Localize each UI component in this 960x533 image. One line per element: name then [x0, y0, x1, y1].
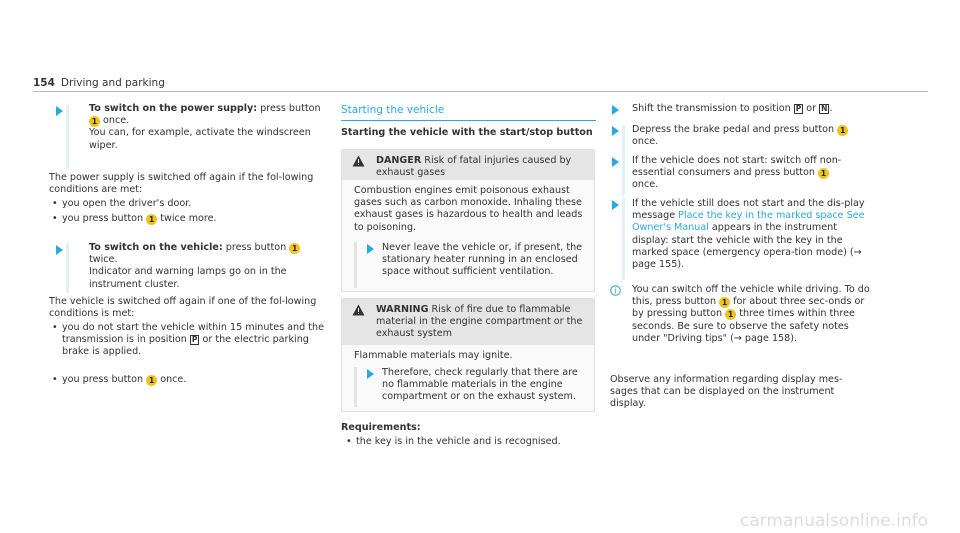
warning-header — [342, 299, 594, 345]
para-conditions-2: The vehicle is switched off again if one of the fol-lowing conditions is met: — [49, 296, 317, 320]
step-title: To switch on the vehicle: — [89, 242, 223, 253]
warning-body: Flammable materials may ignite. — [354, 350, 513, 361]
step-arrow-icon — [612, 126, 619, 136]
step-brake — [632, 124, 892, 148]
step-bar — [66, 105, 69, 169]
info-note — [632, 284, 872, 345]
action-bar — [354, 367, 357, 407]
step-text: appears in the instrument display: start the vehicle with the key in the marked space (emergency opera-tion mode) (→ page 155). — [632, 222, 862, 271]
step-text: Shift the transmission to position — [632, 103, 791, 114]
action-bar — [354, 242, 357, 288]
step-text: Indicator and warning lamps go on in the instrument cluster. — [89, 266, 287, 290]
step-text: once. — [632, 179, 659, 191]
step-power-supply — [89, 103, 321, 152]
button-1-icon: 1 — [89, 116, 100, 127]
list-text: you press button — [62, 374, 144, 385]
step-arrow-icon — [56, 106, 63, 116]
step-text: or — [803, 103, 820, 114]
list-text: you press button — [62, 213, 144, 224]
section-title: Starting the vehicle — [341, 104, 445, 116]
step-text: If the vehicle still does not start and the dis-play message — [632, 198, 865, 222]
info-icon — [610, 285, 621, 296]
note-text: three times within three seconds. Be sure to observe the safety notes under "Driving tips" (→ page 158). — [632, 308, 855, 344]
para-conditions: The power supply is switched off again if the fol-lowing conditions are met: — [49, 172, 314, 196]
list-text: once. — [157, 374, 187, 385]
danger-action: Never leave the vehicle or, if present, the stationary heater running in an enclosed space without sufficient ventilation. — [382, 242, 583, 278]
step-bar — [622, 155, 625, 195]
display-message: Place the key in the marked space See Owner's Manual — [632, 210, 865, 234]
note-text: for about three sec-onds or by pressing button — [632, 296, 865, 320]
list-item: • the key is in the vehicle and is recognised. — [356, 436, 596, 448]
step-arrow-icon — [367, 244, 374, 254]
header-rule — [33, 91, 928, 92]
warning-box — [341, 298, 595, 412]
step-bar — [66, 243, 69, 293]
button-1-icon: 1 — [818, 168, 829, 179]
note-text: You can switch off the vehicle while driving. To do this, press button — [632, 284, 870, 308]
warning-label: WARNING — [376, 304, 429, 315]
position-n-icon: N — [821, 104, 828, 113]
position-p-icon: P — [191, 335, 198, 345]
subsection-title: Starting the vehicle with the start/stop button — [341, 127, 593, 138]
step-text: press button — [222, 242, 287, 253]
list-item — [62, 213, 322, 225]
step-text: Depress the brake pedal and press button — [632, 124, 835, 135]
warning-heading: Risk of fire due to flammable material in the engine compartment or the exhaust system — [376, 304, 583, 340]
title-underline — [341, 120, 596, 121]
list-item — [62, 374, 322, 386]
section-name: Driving and parking — [60, 77, 165, 89]
step-arrow-icon — [612, 157, 619, 167]
step-emergency — [632, 198, 870, 271]
danger-header — [342, 150, 594, 180]
step-text: press button — [257, 103, 321, 114]
step-text: . — [829, 103, 833, 114]
step-text: once. — [632, 136, 659, 148]
step-arrow-icon — [612, 200, 619, 210]
step-vehicle-on — [89, 242, 321, 291]
danger-heading: Risk of fatal injuries caused by exhaust gases — [376, 155, 572, 179]
danger-label: DANGER — [376, 155, 422, 166]
button-1-icon: 1 — [719, 297, 730, 308]
button-1-icon: 1 — [289, 243, 300, 254]
danger-box — [341, 149, 595, 292]
button-1-icon: 1 — [146, 375, 157, 386]
list-text: you do not start the vehicle within 15 minutes and the transmission is in position — [62, 322, 324, 346]
page-number: 154 — [33, 77, 55, 89]
step-text: once. — [100, 115, 130, 127]
requirements-title: Requirements: — [341, 422, 421, 433]
button-1-icon: 1 — [837, 125, 848, 136]
warning-triangle-icon — [352, 155, 365, 167]
step-text: If the vehicle does not start: switch off non-essential consumers and press button — [632, 155, 842, 179]
list-item: • you open the driver's door. — [62, 198, 322, 210]
list-text: or the electric parking brake is applied. — [62, 334, 309, 358]
button-1-icon: 1 — [146, 214, 157, 225]
step-shift — [632, 103, 902, 115]
info-glyph: i — [614, 286, 617, 296]
list-item — [62, 322, 324, 359]
step-bar — [622, 198, 625, 280]
step-text: You can, for example, activate the windscreen wiper. — [89, 127, 311, 151]
list-text: twice more. — [157, 213, 217, 224]
step-arrow-icon — [612, 105, 619, 115]
watermark: carmanualsonline.info — [739, 510, 928, 531]
step-consumers — [632, 155, 870, 192]
button-1-icon: 1 — [725, 309, 736, 320]
warning-triangle-icon — [352, 304, 365, 316]
step-text: twice. — [89, 254, 118, 266]
warning-action: Therefore, check regularly that there are no flammable materials in the engine compartment or on the exhaust system. — [382, 367, 578, 403]
page-header — [33, 77, 165, 89]
step-bar — [622, 125, 625, 155]
para-observe: Observe any information regarding display mes-sages that can be displayed on the instrument display. — [610, 374, 843, 410]
step-title: To switch on the power supply: — [89, 103, 258, 114]
danger-body: Combustion engines emit poisonous exhaust gases such as carbon monoxide. Inhaling these exhaust gases is hazardous to health and leads to poisoning. — [354, 185, 583, 233]
step-arrow-icon — [367, 369, 374, 379]
position-p-icon: P — [795, 104, 802, 113]
step-arrow-icon — [56, 245, 63, 255]
